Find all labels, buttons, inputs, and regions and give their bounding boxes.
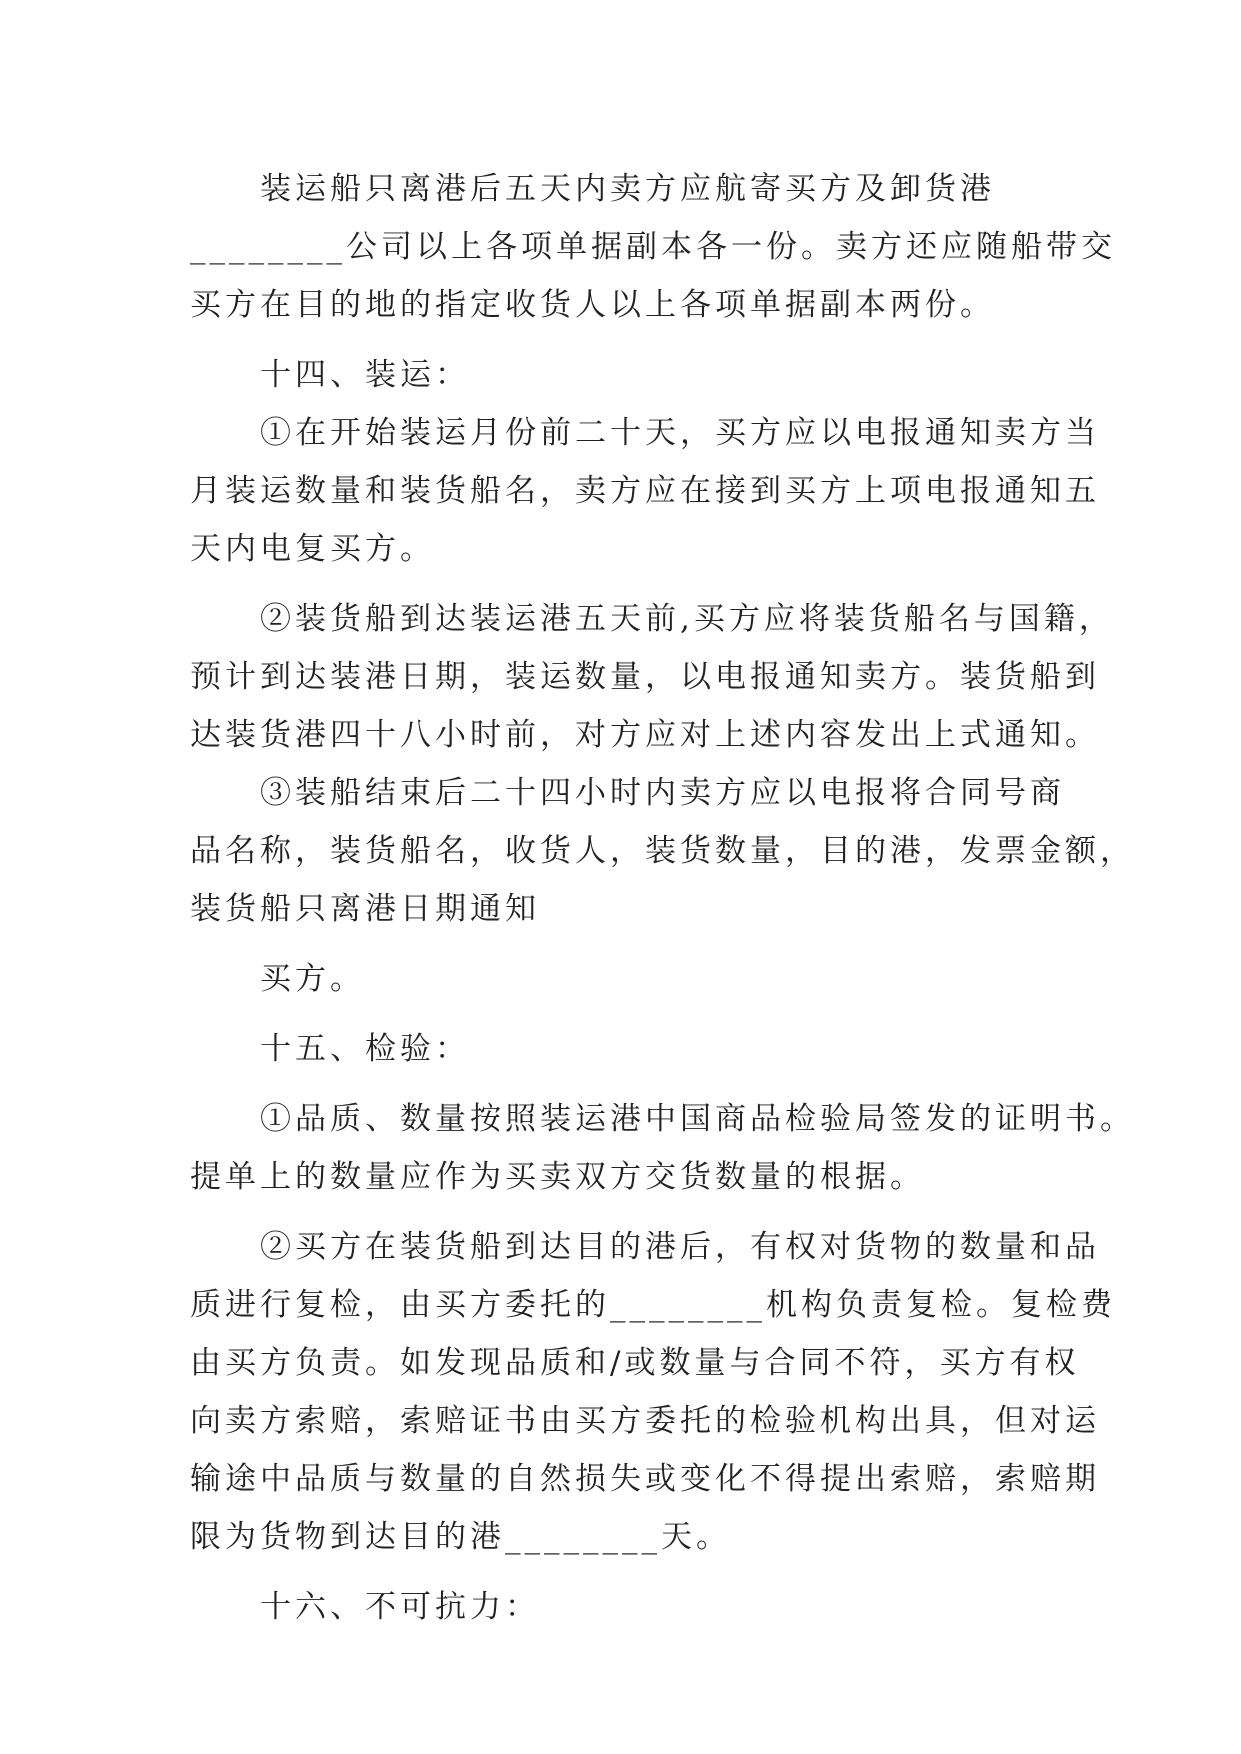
section-heading: 十四、装运： [260,357,470,393]
paragraph-line: 天内电复买方。 [190,531,435,567]
paragraph-line: 买方。 [260,961,365,997]
paragraph-line: 限为货物到达目的港________天。 [190,1519,731,1555]
paragraph-line: ③装船结束后二十四小时内卖方应以电报将合同号商 [260,775,1065,811]
paragraph-line: 品名称，装货船名，收货人，装货数量，目的港，发票金额， [190,833,1135,869]
section-heading: 十六、不可抗力： [260,1589,540,1625]
paragraph-line: 提单上的数量应作为买卖双方交货数量的根据。 [190,1159,925,1195]
paragraph-line: 买方在目的地的指定收货人以上各项单据副本两份。 [190,287,995,323]
paragraph-line: ①品质、数量按照装运港中国商品检验局签发的证明书。 [260,1101,1135,1137]
document-page [190,160,1135,1636]
paragraph-line: 月装运数量和装货船名，卖方应在接到买方上项电报通知五 [190,473,1100,509]
paragraph-line: 预计到达装港日期，装运数量，以电报通知卖方。装货船到 [190,659,1100,695]
paragraph-line: ②买方在装货船到达目的港后，有权对货物的数量和品 [260,1229,1100,1265]
paragraph-line: 达装货港四十八小时前，对方应对上述内容发出上式通知。 [190,717,1100,753]
paragraph-line: 装货船只离港日期通知 [190,891,540,927]
paragraph-line: 向卖方索赔，索赔证书由买方委托的检验机构出具，但对运 [190,1403,1100,1439]
paragraph-line: ①在开始装运月份前二十天，买方应以电报通知卖方当 [260,415,1100,451]
paragraph-line: 输途中品质与数量的自然损失或变化不得提出索赔，索赔期 [190,1461,1100,1497]
paragraph-line: 质进行复检，由买方委托的________机构负责复检。复检费 [190,1287,1116,1323]
paragraph-line: ②装货船到达装运港五天前,买方应将装货船名与国籍， [260,601,1114,637]
paragraph-line: ________公司以上各项单据副本各一份。卖方还应随船带交 [190,229,1116,265]
paragraph-line: 由买方负责。如发现品质和/或数量与合同不符，买方有权 [190,1345,1080,1381]
paragraph-line: 装运船只离港后五天内卖方应航寄买方及卸货港 [260,171,995,207]
section-heading: 十五、检验： [260,1031,470,1067]
